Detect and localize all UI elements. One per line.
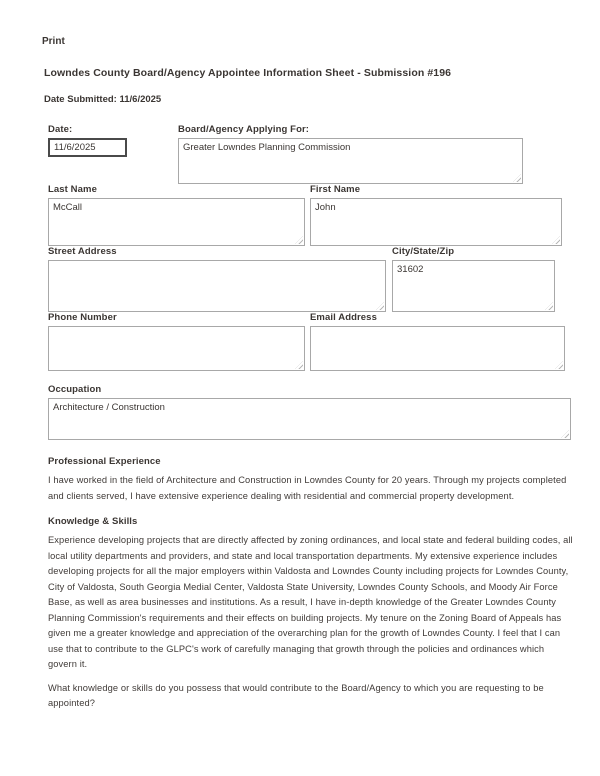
first-name-field-group [310,184,562,246]
email-field-group [310,312,565,371]
street-address-field-group [48,246,386,312]
resize-grip-icon[interactable] [552,236,560,244]
resize-grip-icon[interactable] [561,430,569,438]
resize-grip-icon[interactable] [513,174,521,182]
first-name-label: First Name [310,184,361,195]
form-row-address [48,246,572,312]
last-name-value: McCall [53,202,83,213]
last-name-textarea[interactable] [48,198,305,246]
first-name-value: John [315,202,336,213]
email-textarea[interactable] [310,326,565,371]
occupation-textarea[interactable] [48,398,571,440]
city-state-zip-textarea[interactable] [392,260,555,312]
resize-grip-icon[interactable] [555,361,563,369]
professional-experience-heading: Professional Experience [48,456,161,467]
street-address-textarea[interactable] [48,260,386,312]
last-name-label: Last Name [48,184,97,195]
resize-grip-icon[interactable] [295,361,303,369]
phone-textarea[interactable] [48,326,305,371]
board-agency-label: Board/Agency Applying For: [178,124,310,135]
occupation-label: Occupation [48,384,102,395]
knowledge-skills-heading: Knowledge & Skills [48,516,138,527]
form-row-date-board [48,124,572,184]
city-state-zip-value: 31602 [397,264,424,275]
board-agency-value: Greater Lowndes Planning Commission [183,142,351,153]
form-row-name [48,184,572,246]
resize-grip-icon[interactable] [376,302,384,310]
knowledge-skills-question: What knowledge or skills do you possess that would contribute to the Board/Agency to which you are requesting to be appointed? [48,682,544,708]
phone-field-group [48,312,305,371]
date-input[interactable] [48,138,127,157]
knowledge-skills-body: Experience developing projects that are directly affected by zoning ordinances, and local state and federal building codes, all local utility departments and providers, and state and local transportation departments. My extensive experience includes developing projects for all the major employers within Valdosta and Lowndes County including projects for Lowndes County, City of Valdosta, South Georgia Medial Center, Valdosta State University, Lowndes County Schools, and Moody Air Force Base, as well as area businesses and institutions. As a result, I have in-depth knowledge of the Greater Lowndes County Planning Commission's requirements and their effects on building projects. My tenure on the Zoning Board of Appeals has given me a greater knowledge and appreciation of the overarching plan for the growth of Lowndes County. I feel that I can use that to contribute to the GLPC's work of carefully managing that growth through the policies and ordinances which govern it. [48,535,573,669]
date-submitted-text: Date Submitted: 11/6/2025 [44,94,162,105]
appointee-form [48,124,572,712]
resize-grip-icon[interactable] [545,302,553,310]
form-row-occupation [48,384,572,440]
resize-grip-icon[interactable] [295,236,303,244]
page-title: Lowndes County Board/Agency Appointee Information Sheet - Submission #196 [44,67,452,79]
date-label: Date: [48,124,73,135]
print-button[interactable]: Print [42,36,65,47]
phone-label: Phone Number [48,312,117,323]
first-name-textarea[interactable] [310,198,562,246]
board-agency-textarea[interactable] [178,138,523,184]
occupation-value: Architecture / Construction [53,402,165,413]
form-row-contact [48,312,572,371]
date-field-group [48,124,178,184]
board-agency-field-group [178,124,523,184]
text-sections [48,456,575,712]
professional-experience-body: I have worked in the field of Architecture and Construction in Lowndes County for 20 years. Through my projects completed and clients served, I have extensive experience dealing with residential and commercial property development. [48,475,567,501]
email-label: Email Address [310,312,377,323]
city-state-zip-field-group [392,246,555,312]
street-address-label: Street Address [48,246,117,257]
city-state-zip-label: City/State/Zip [392,246,455,257]
last-name-field-group [48,184,305,246]
